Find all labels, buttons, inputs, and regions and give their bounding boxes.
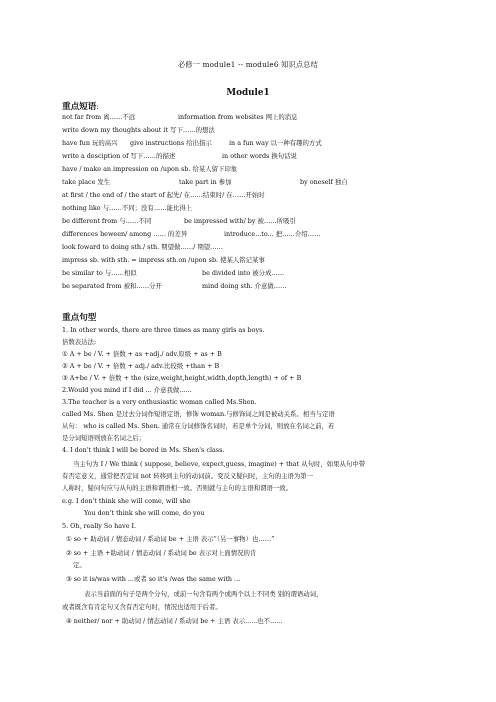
phrase: information from websites 网上的消息 [178,113,298,121]
sentence-line: 或者既含有肯定句又含有否定句时，情况也适用于后者。 [62,603,222,611]
phrase: be similar to 与……相似 [62,269,137,277]
phrase: be divided into 被分成…… [202,269,285,277]
sentence-line: 5. Oh, really So have I. [62,522,137,530]
sentence-line: ③ so it is/was with ...或者 so it's /was the same with ... [66,575,241,583]
phrase: nothing like 与……不同；没有……能比得上 [62,204,193,212]
sentence-line: 是分词短语则放在名词之后； [62,434,146,442]
phrase: not far from 离……不远 [62,113,136,121]
sentence-line: 2.Would you mind if I did ... 介意我做...... [62,386,192,394]
module-heading: Module1 [226,88,270,98]
sentences-heading: 重点句型 [62,313,97,323]
sentence-line: 从句： who is called Ms. Shen. 通常在分词修饰名词时，若是单个分词，则放在名词之前，若 [62,422,335,430]
sentence-line: 表示当前面的句子是两个分句，或前一句含有两个或两个以上不同类 别的谓语动词， [84,590,323,598]
sentence-line: e.g. I don't think she will come, will she [62,497,191,505]
sentence-line: 当主句为 I / We think ( suppose, believe, expect,guess, imagine) + that 从句时，如果从句中带 [73,460,366,468]
document-title: 必修一 module1 -- module6 知识点总结 [177,60,319,69]
sentence-line: 3.The teacher is a very enthusiastic woman called Ms.Shen. [62,398,257,406]
phrase: be different from 与……不同 [62,217,152,225]
phrases-heading [62,100,99,112]
sentence-line: ① so + 助动词 / 情态动词 / 系动词 be + 主语 表示“（另一事物）也……” [66,535,275,543]
phrase: have fun 玩的高兴 [62,139,118,147]
phrase: write down my thoughts about it 写下……的想法 [62,126,215,134]
sentence-line: 有否定意义，通常把否定词 not 转移到主句的动词前。变反义疑问时，主句的主语为第一 [62,472,314,480]
phrase: in a fun way 以一种有趣的方式 [229,139,322,147]
phrase: be impressed with/ by 被……所吸引 [184,217,296,225]
sentence-line: ④ neither/ nor + 助动词 / 情态动词 / 系动词 be + 主语 表示......也不...... [66,617,283,625]
phrase: mind doing sth. 介意做…… [202,282,287,290]
sentence-line: ① A + be / V. + 倍数 + as +adj./ adv.原级 + as + B [62,350,222,358]
sentence-line: 定。 [73,561,86,569]
phrase: take place 发生 [62,178,111,186]
sentence-line: You don't think she will come, do you [84,509,205,517]
sentence-line: called Ms. Shen 是过去分词作短语定语，修饰 woman.与修饰词之间是被动关系。相当与定语 [62,410,335,418]
phrase: look foward to doing sth./ sth. 期望做……/ 期望…… [62,243,223,251]
phrase: at first / the end of / the start of 起先/ 在……结束时/ 在……开始时 [62,191,265,199]
sentence-line: 1. In other words, there are three times as many girls as boys. [62,326,265,334]
sentence-line: 人称时，疑问句应与从句的主语和谓语相一致。否则就与主句的主语和谓语一致。 [62,484,293,492]
sentence-line: 4. I don't think I will be bored in Ms. Shen's class. [62,446,225,454]
sentence-line: ② so + 主语 +助动词 / 情态动词 / 系动词 be 表示对上面情况的肯 [66,549,257,557]
phrase: introduce...to... 把……介绍…… [224,230,321,238]
phrase: give instructions 给出指示 [130,139,212,147]
sentence-line: 倍数表达法: [62,338,97,346]
phrases-heading-suffix: : [96,103,99,111]
phrase: write a desciption of 写下……的描述 [62,152,176,160]
phrases-heading-text: 重点短语 [62,102,97,112]
phrase: impress sb. with sth. = impress sth.on /upon sb. 使某人铭记某事 [62,256,265,264]
phrase: have / make an impression on /upon sb. 给某人留下印象 [62,165,238,173]
sentence-line: ③ A+be / V. + 倍数 + the (size,weight,height,width,depth,length) + of + B [62,374,302,382]
phrase: take part in 参加 [179,178,232,186]
phrase: in other words 换句话说 [222,152,297,160]
phrase: by oneself 独自 [300,178,348,186]
phrase: be separated from 被和……分开 [62,282,162,290]
sentence-line: ② A + be / V. + 倍数 + adj./ adv.比较级 +than + B [62,362,220,370]
phrase: differences beween/ among …… 的差异 [62,230,188,238]
